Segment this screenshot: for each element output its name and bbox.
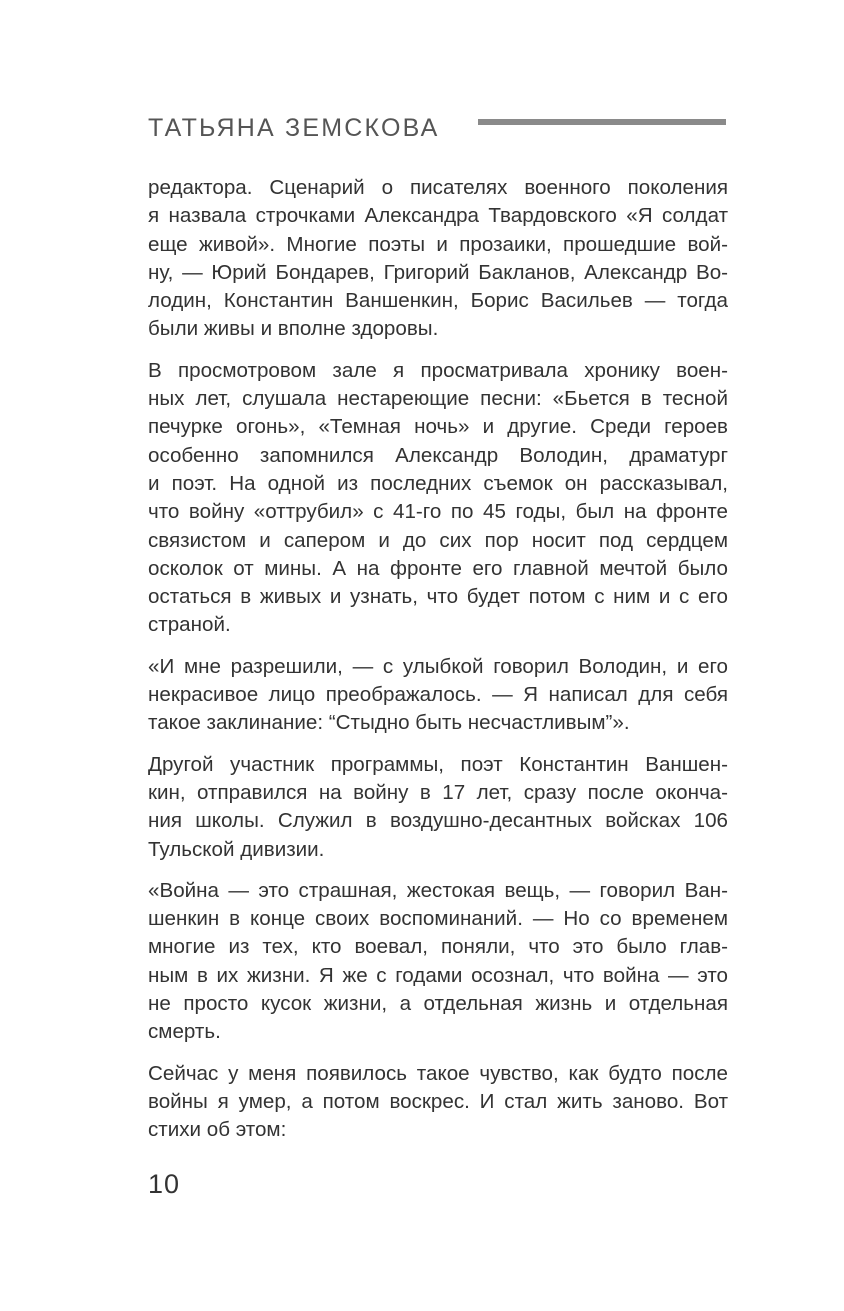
text-line: не просто кусок жизни, а отдельная жизнь и отдельная: [148, 992, 728, 1016]
paragraph: [148, 751, 728, 864]
text-line: такое заклинание: “Стыдно быть несчастливым”».: [148, 711, 630, 735]
text-line: многие из тех, кто воевал, поняли, что это было глав-: [148, 935, 728, 959]
text-line: некрасивое лицо преображалось. — Я написал для себя: [148, 683, 728, 707]
text-line: Другой участник программы, поэт Константин Ваншен-: [148, 752, 728, 776]
text-line: редактора. Сценарий о писателях военного поколения: [148, 176, 728, 199]
text-line: что войну «оттрубил» с 41-го по 45 годы, был на фронте: [148, 500, 728, 524]
text-line: я назвала строчками Александра Твардовского «Я солдат: [148, 204, 728, 228]
text-line: Сейчас у меня появилось такое чувство, как будто после: [148, 1061, 728, 1085]
page-number: 10: [148, 1169, 181, 1199]
text-line: ну, — Юрий Бондарев, Григорий Бакланов, Александр Во-: [148, 260, 728, 284]
text-line: остаться в живых и узнать, что будет потом с ним и с его: [148, 585, 728, 609]
paragraph: [148, 1060, 728, 1145]
text-line: страной.: [148, 613, 231, 637]
paragraph: [148, 174, 728, 344]
paragraph: [148, 877, 728, 1047]
text-line: стихи об этом:: [148, 1118, 287, 1142]
text-line: ния школы. Служил в воздушно-десантных войсках 106: [148, 809, 728, 833]
text-line: лодин, Константин Ваншенкин, Борис Васильев — тогда: [148, 289, 728, 313]
text-line: В просмотровом зале я просматривала хронику воен-: [148, 358, 728, 382]
header-rule: [478, 119, 726, 125]
body-text: [148, 174, 728, 1158]
text-line: особенно запомнился Александр Володин, драматург: [148, 443, 728, 467]
text-line: осколок от мины. А на фронте его главной мечтой было: [148, 556, 728, 580]
text-line: связистом и сапером и до сих пор носит под сердцем: [148, 528, 728, 552]
text-line: ных лет, слушала нестареющие песни: «Бьется в тесной: [148, 387, 728, 411]
text-line: «И мне разрешили, — с улыбкой говорил Володин, и его: [148, 654, 728, 678]
paragraph: [148, 653, 728, 738]
text-line: войны я умер, а потом воскрес. И стал жить заново. Вот: [148, 1089, 728, 1113]
author-name: ТАТЬЯНА ЗЕМСКОВА: [148, 114, 440, 142]
text-line: и поэт. На одной из последних съемок он рассказывал,: [148, 471, 728, 495]
text-line: еще живой». Многие поэты и прозаики, прошедшие вой-: [148, 232, 728, 256]
text-line: «Война — это страшная, жестокая вещь, — говорил Ван-: [148, 878, 728, 902]
text-line: кин, отправился на войну в 17 лет, сразу после оконча-: [148, 780, 728, 804]
running-header: [148, 110, 728, 146]
text-line: Тульской дивизии.: [148, 837, 325, 861]
text-line: были живы и вполне здоровы.: [148, 317, 439, 341]
text-line: ным в их жизни. Я же с годами осознал, что война — это: [148, 963, 728, 987]
text-line: шенкин в конце своих воспоминаний. — Но со временем: [148, 907, 728, 931]
text-line: печурке огонь», «Темная ночь» и другие. Среди героев: [148, 415, 728, 439]
paragraph: [148, 357, 728, 640]
text-line: смерть.: [148, 1020, 221, 1044]
